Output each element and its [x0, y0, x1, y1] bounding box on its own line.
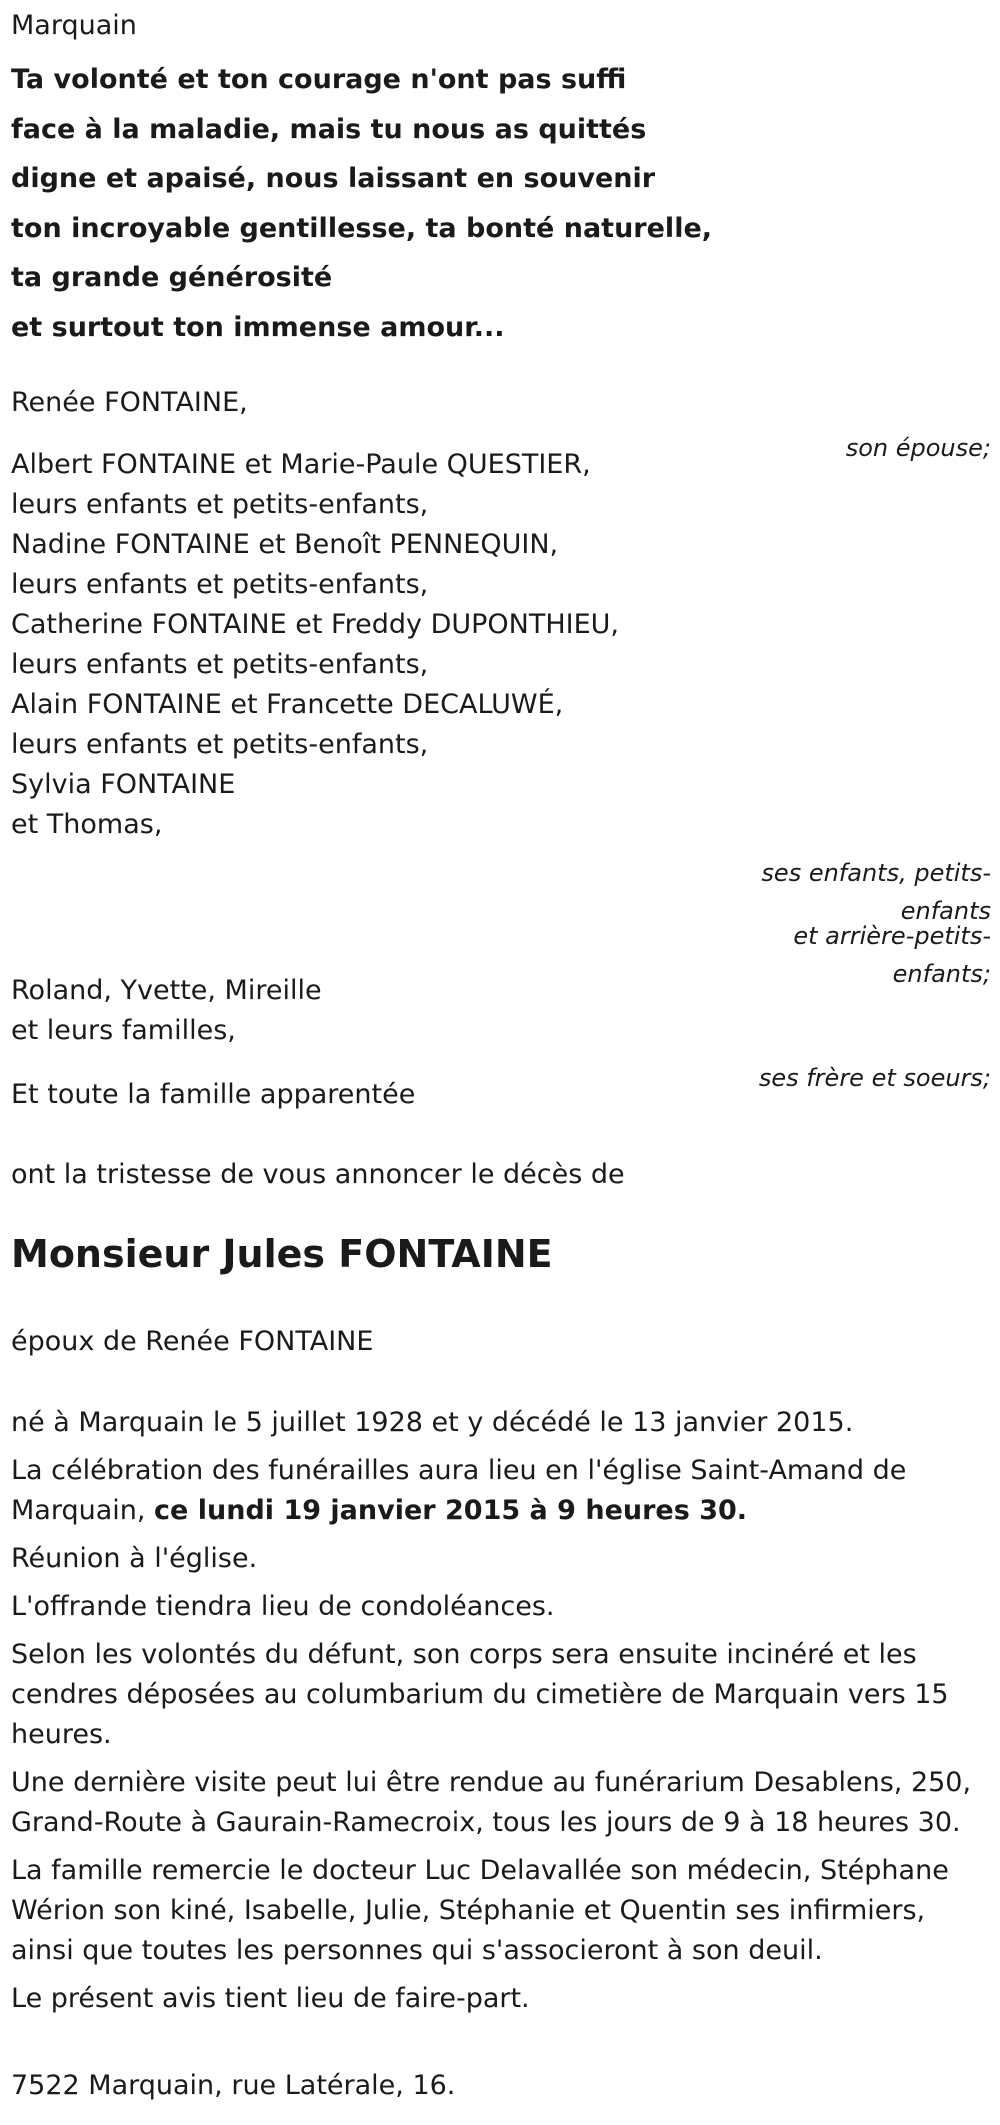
meeting-line: Réunion à l'église. [11, 1543, 258, 1574]
poem-line: Ta volonté et ton courage n'ont pas suffi [11, 64, 627, 95]
place-name: Marquain [11, 10, 137, 41]
children-line: Nadine FONTAINE et Benoît PENNEQUIN, [11, 529, 559, 560]
siblings-role: ses frère et soeurs; [758, 1064, 991, 1092]
children-line: leurs enfants et petits-enfants, [11, 729, 429, 760]
children-block [11, 445, 991, 845]
intro [11, 1155, 991, 1195]
children-line: Albert FONTAINE et Marie-Paule QUESTIER, [11, 449, 591, 480]
spouse-of-block [11, 1322, 991, 1362]
header [11, 6, 991, 46]
spouse-of: époux de Renée FONTAINE [11, 1326, 374, 1357]
children-role-2: et arrière-petits-enfants; [793, 922, 991, 988]
address-block [11, 2066, 991, 2106]
extended-family [11, 1075, 991, 1115]
notice-line: Le présent avis tient lieu de faire-part. [11, 1983, 530, 2014]
poem-line: ta grande générosité [11, 262, 333, 293]
children-role-1: ses enfants, petits-enfants [761, 859, 991, 925]
children-role-block [11, 830, 991, 988]
cremation-paragraph: Selon les volontés du défunt, son corps sera ensuite incinéré et les cendres déposées au columbarium du cimetière de Marquain vers 15 heures. [11, 1639, 949, 1750]
spouse-role: son épouse; [845, 434, 991, 462]
siblings-block [11, 971, 991, 1092]
visit-paragraph: Une dernière visite peut lui être rendue au funérarium Desablens, 250, Grand-Route à Gaurain-Ramecroix, tous les jours de 9 à 18 heures 30. [11, 1767, 972, 1838]
funeral-date: ce lundi 19 janvier 2015 à 9 heures 30. [154, 1495, 748, 1526]
children-line: leurs enfants et petits-enfants, [11, 489, 429, 520]
children-line: leurs enfants et petits-enfants, [11, 569, 429, 600]
extended-family-line: Et toute la famille apparentée [11, 1079, 416, 1110]
spouse-block [11, 383, 991, 462]
siblings-line: et leurs familles, [11, 1015, 236, 1046]
details-block [11, 1403, 991, 2019]
condolences-line: L'offrande tiendra lieu de condoléances. [11, 1591, 555, 1622]
poem-line: digne et apaisé, nous laissant en souvenir [11, 163, 656, 194]
thanks-paragraph: La famille remercie le docteur Luc Delavallée son médecin, Stéphane Wérion son kiné, Isabelle, Julie, Stéphanie et Quentin ses infirmiers, ainsi que toutes les personnes qui s'associeront à son deuil. [11, 1855, 949, 1966]
children-line: Sylvia FONTAINE [11, 769, 236, 800]
poem [11, 55, 991, 352]
deceased-name: Monsieur Jules FONTAINE [11, 1232, 553, 1276]
poem-line: face à la maladie, mais tu nous as quittés [11, 113, 647, 145]
children-line: Alain FONTAINE et Francette DECALUWÉ, [11, 689, 564, 720]
spouse-name: Renée FONTAINE, [11, 387, 248, 418]
birth-death-line: né à Marquain le 5 juillet 1928 et y décédé le 13 janvier 2015. [11, 1407, 854, 1438]
deceased-name-block [11, 1230, 991, 1278]
children-line: leurs enfants et petits-enfants, [11, 649, 429, 680]
funeral-text: La célébration des funérailles aura lieu en l'église Saint-Amand de Marquain, [11, 1455, 907, 1526]
children-line: Catherine FONTAINE et Freddy DUPONTHIEU, [11, 609, 620, 640]
intro-line: ont la tristesse de vous annoncer le décès de [11, 1159, 625, 1190]
siblings-line: Roland, Yvette, Mireille [11, 975, 322, 1006]
poem-line: ton incroyable gentillesse, ta bonté naturelle, [11, 212, 713, 244]
children-line: et Thomas, [11, 809, 163, 840]
funeral-paragraph [11, 1451, 991, 1531]
poem-line: et surtout ton immense amour... [11, 311, 505, 343]
address-line: 7522 Marquain, rue Latérale, 16. [11, 2070, 456, 2101]
